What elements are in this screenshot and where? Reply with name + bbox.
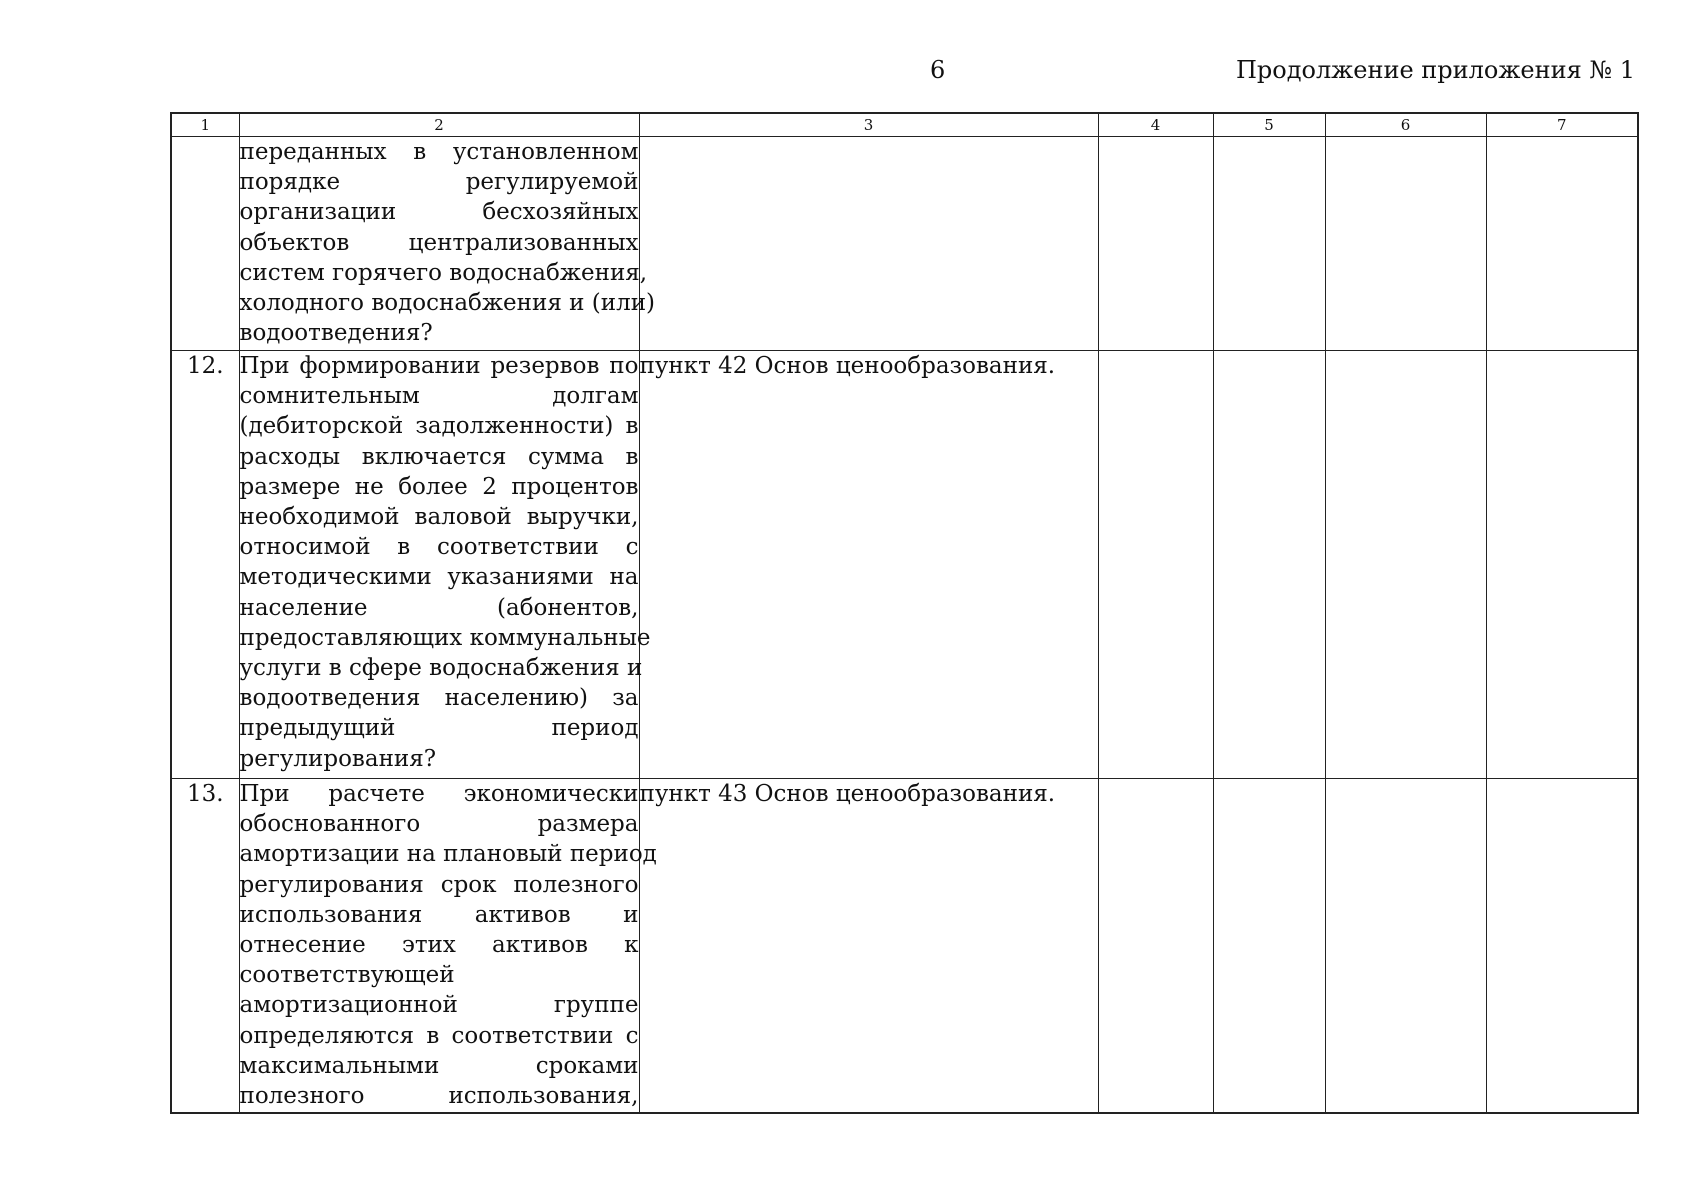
empty-cell (1486, 137, 1638, 351)
column-number: 5 (1213, 113, 1325, 137)
empty-cell (1486, 351, 1638, 779)
requirement-line: регулирования срок полезного (239, 871, 639, 898)
empty-cell (1098, 137, 1213, 351)
column-number: 3 (639, 113, 1098, 137)
requirement-line: регулирования? (239, 745, 437, 772)
table-row (171, 351, 1638, 779)
page-number: 6 (930, 56, 946, 84)
table-row (171, 137, 1638, 351)
legal-reference: пункт 42 Основ ценообразования. (639, 351, 1098, 779)
requirement-text (239, 137, 656, 351)
column-number: 1 (171, 113, 239, 137)
empty-cell (1213, 137, 1325, 351)
requirement-text (239, 779, 657, 1113)
row-number: 13. (171, 779, 239, 1113)
requirement-line: При расчете экономически (239, 781, 639, 807)
requirement-line: размере не более 2 процентов (239, 473, 639, 500)
requirement-line: полезного использования, (239, 1083, 639, 1110)
empty-cell (1213, 351, 1325, 779)
column-number: 4 (1098, 113, 1213, 137)
requirement-text (239, 351, 651, 779)
requirement-line: систем горячего водоснабжения, (239, 259, 648, 286)
column-number: 6 (1325, 113, 1486, 137)
column-number: 2 (239, 113, 639, 137)
requirement-line: организации бесхозяйных (239, 199, 639, 226)
requirement-line: определяются в соответствии с (239, 1022, 639, 1049)
requirement-line: переданных в установленном (239, 139, 639, 165)
requirement-line: отнесение этих активов к (239, 932, 639, 959)
row-number (171, 137, 239, 351)
empty-cell (1098, 351, 1213, 779)
requirement-line: амортизационной группе (239, 992, 639, 1019)
requirement-line: услуги в сфере водоснабжения и (239, 655, 643, 682)
requirement-line: объектов централизованных (239, 229, 639, 256)
empty-cell (1325, 779, 1486, 1113)
requirement-line: население (абонентов, (239, 594, 639, 621)
empty-cell (1098, 779, 1213, 1113)
requirement-line: расходы включается сумма в (239, 443, 639, 470)
appendix-continuation-header: Продолжение приложения № 1 (1235, 56, 1635, 84)
requirement-line: максимальными сроками (239, 1052, 639, 1079)
requirement-line: порядке регулируемой (239, 169, 639, 196)
requirement-line: обоснованного размера (239, 811, 639, 838)
requirement-line: амортизации на плановый период (239, 841, 657, 868)
empty-cell (1486, 779, 1638, 1113)
requirement-line: предоставляющих коммунальные (239, 624, 651, 651)
requirement-line: необходимой валовой выручки, (239, 504, 639, 531)
empty-cell (1213, 779, 1325, 1113)
empty-cell (1325, 351, 1486, 779)
requirement-line: водоотведения населению) за (239, 685, 639, 712)
row-number: 12. (171, 351, 239, 779)
requirement-line: сомнительным долгам (239, 383, 639, 410)
checklist-table (170, 112, 1639, 1114)
column-number: 7 (1486, 113, 1638, 137)
requirement-line: использования активов и (239, 901, 639, 928)
requirement-line: соответствующей (239, 962, 455, 989)
legal-reference: пункт 43 Основ ценообразования. (639, 779, 1098, 1113)
requirement-line: методическими указаниями на (239, 564, 639, 591)
requirement-line: водоотведения? (239, 320, 433, 347)
empty-cell (1325, 137, 1486, 351)
requirement-line: предыдущий период (239, 715, 639, 742)
requirement-line: При формировании резервов по (239, 353, 639, 379)
column-number-row (171, 113, 1638, 137)
legal-reference (639, 137, 1098, 351)
requirement-line: относимой в соответствии с (239, 534, 639, 561)
requirement-line: холодного водоснабжения и (или) (239, 290, 656, 317)
table-row (171, 779, 1638, 1113)
requirement-line: (дебиторской задолженности) в (239, 413, 639, 440)
